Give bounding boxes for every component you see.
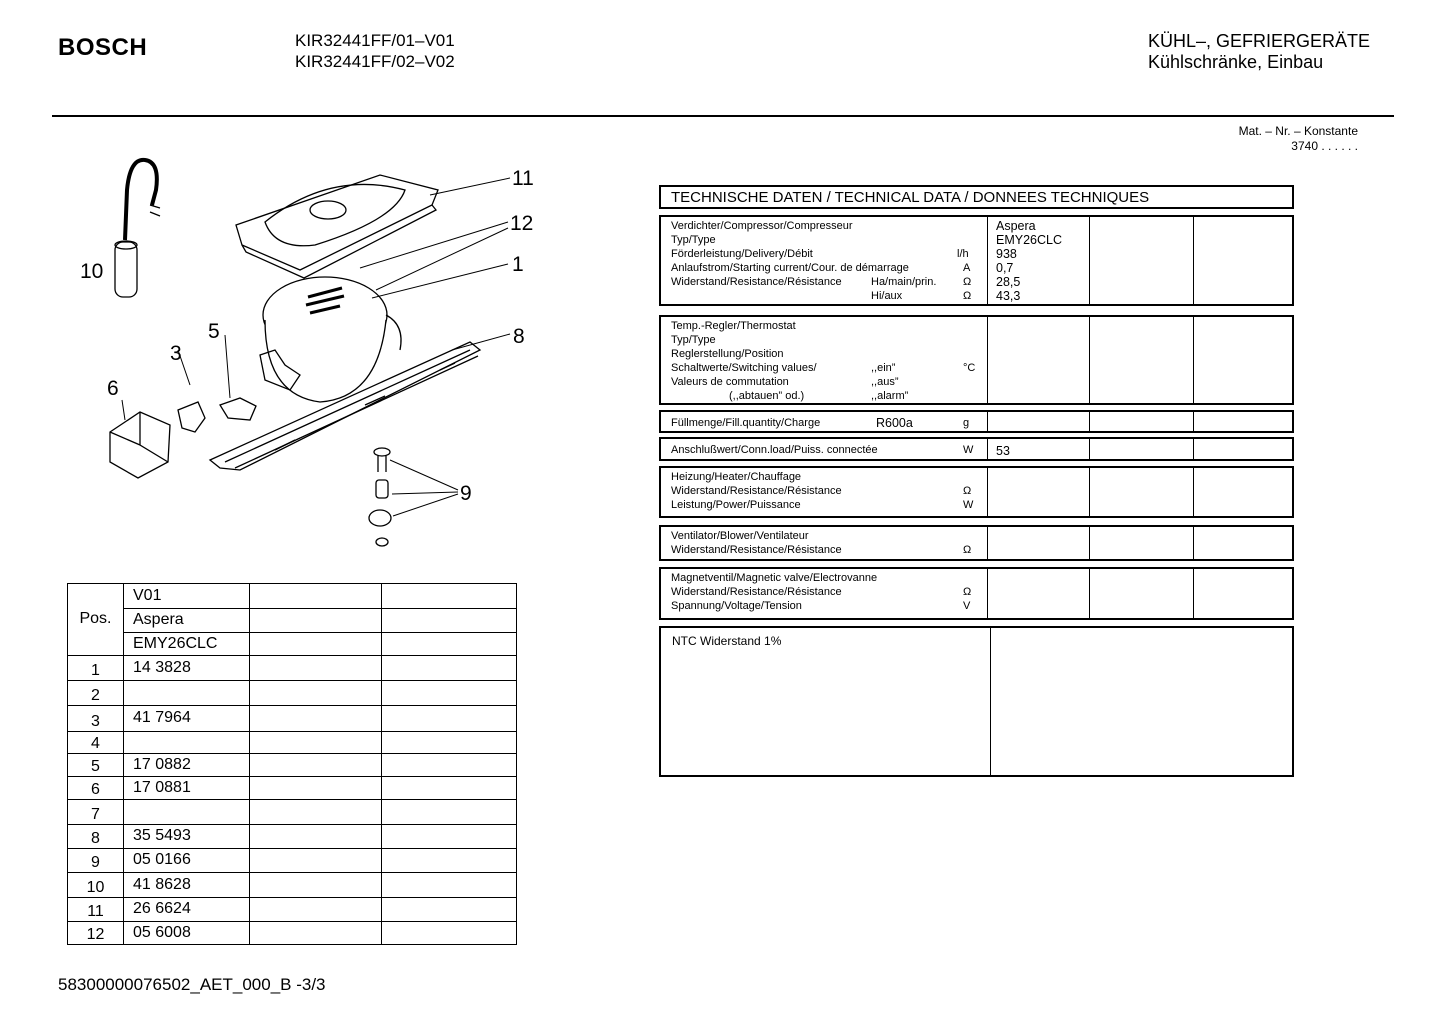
relay-drawing: [178, 398, 256, 432]
callout-5: 5: [208, 320, 220, 343]
connected-load-value: 53: [996, 444, 1010, 458]
compressor-current: 0,7: [996, 261, 1014, 275]
exploded-diagram: [60, 150, 550, 560]
pos-header: Pos.: [68, 584, 124, 656]
relay-cover-drawing: [110, 412, 170, 478]
compressor-make: Aspera: [996, 219, 1036, 233]
callout-11: 11: [512, 167, 534, 190]
heater-section: Heizung/Heater/Chauffage Widerstand/Resistance/Résistance Ω Leistung/Power/Puissance W: [659, 466, 1294, 518]
compressor-section: Verdichter/Compressor/Compresseur Typ/Type Förderleistung/Delivery/Débit l/h Anlaufstrom/Starting current/Cour. de démarrage A Widerstand/Resistance/Résistance Ha/main/prin. Ω Hi/aux Ω Aspera EMY26CLC 938 0,7 28,5 43,3: [659, 215, 1294, 306]
document-footer: 58300000076502_AET_000_B -3/3: [58, 975, 326, 994]
subcategory-title: Kühlschränke, Einbau: [1148, 52, 1324, 72]
callout-10: 10: [80, 260, 104, 283]
brand-logo: BOSCH: [58, 34, 148, 61]
table-row: 1 14 3828: [68, 655, 517, 680]
callout-8: 8: [513, 325, 525, 348]
drip-tray-drawing: [236, 175, 438, 278]
table-row: 5 17 0882: [68, 753, 517, 776]
table-row: 3 41 7964: [68, 706, 517, 731]
header-divider: [52, 115, 1394, 117]
table-row: 4: [68, 731, 517, 753]
type-header: EMY26CLC: [124, 632, 250, 655]
compressor-res-aux: 43,3: [996, 289, 1021, 303]
compressor-delivery: 938: [996, 247, 1017, 261]
capacitor-drawing: [115, 160, 160, 297]
model-number-2: KIR32441FF/02–V02: [295, 52, 455, 71]
variant-header: V01: [124, 584, 250, 609]
callout-3: 3: [170, 342, 182, 365]
table-row: 7: [68, 800, 517, 824]
fastener-drawing: [369, 448, 391, 546]
parts-table: [67, 583, 517, 945]
callout-6: 6: [107, 377, 119, 400]
thermostat-section: Temp.-Regler/Thermostat Typ/Type Reglerstellung/Position Schaltwerte/Switching values/ ,,ein” °C Valeurs de commutation ,,aus” (,,abtauen” od.) ,,alarm”: [659, 315, 1294, 405]
material-value: 3740 . . . . . .: [1291, 139, 1358, 153]
category-title: KÜHL–, GEFRIERGERÄTE: [1148, 31, 1371, 51]
manufacturer-header: Aspera: [124, 609, 250, 632]
table-row: 10 41 8628: [68, 873, 517, 898]
compressor-res-main: 28,5: [996, 275, 1021, 289]
table-row: 8 35 5493: [68, 824, 517, 848]
material-number: [1239, 124, 1358, 154]
magnetic-valve-section: Magnetventil/Magnetic valve/Electrovanne Widerstand/Resistance/Résistance Ω Spannung/Voltage/Tension V: [659, 567, 1294, 620]
callout-1: 1: [512, 253, 524, 276]
table-row: 2: [68, 681, 517, 706]
tech-data-title: TECHNISCHE DATEN / TECHNICAL DATA / DONNEES TECHNIQUES: [659, 185, 1294, 209]
table-row: 12 05 6008: [68, 921, 517, 944]
fill-quantity-section: Füllmenge/Fill.quantity/Charge R600a g: [659, 410, 1294, 433]
table-row: 6 17 0881: [68, 777, 517, 800]
ntc-label: NTC Widerstand 1%: [661, 628, 991, 775]
model-number-1: KIR32441FF/01–V01: [295, 31, 455, 50]
table-row: 11 26 6624: [68, 898, 517, 921]
compressor-type: EMY26CLC: [996, 233, 1062, 247]
table-row: 9 05 0166: [68, 848, 517, 872]
material-label: Mat. – Nr. – Konstante: [1238, 124, 1358, 138]
ntc-section: [659, 626, 1294, 777]
callout-9: 9: [460, 482, 472, 505]
callout-12: 12: [510, 212, 534, 235]
blower-section: Ventilator/Blower/Ventilateur Widerstand/Resistance/Résistance Ω: [659, 525, 1294, 561]
connected-load-section: Anschlußwert/Conn.load/Puiss. connectée W 53: [659, 437, 1294, 461]
